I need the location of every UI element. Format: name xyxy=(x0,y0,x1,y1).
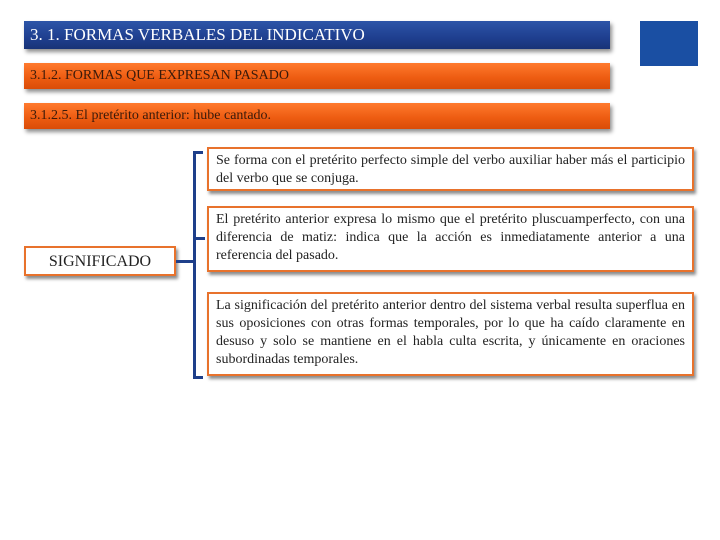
bracket xyxy=(193,151,203,379)
definition-box-usage: La significación del pretérito anterior dentro del sistema verbal resulta superflua en sus oposiciones con otras formas temporales, por lo que ha caído claramente en desuso y solo se mantiene en el habla culta escrita, y únicamente en oraciones subordinadas temporales. xyxy=(207,292,694,376)
definition-box-meaning: El pretérito anterior expresa lo mismo que el pretérito pluscuamperfecto, con una diferencia de matiz: indica que la acción es inmediatamente anterior a una referencia del pasado. xyxy=(207,206,694,272)
definition-box-formation: Se forma con el pretérito perfecto simple del verbo auxiliar haber más el participio del verbo que se conjuga. xyxy=(207,147,694,191)
significado-label: SIGNIFICADO xyxy=(24,246,176,276)
section-subtitle: 3.1.2. FORMAS QUE EXPRESAN PASADO xyxy=(24,63,610,89)
section-subsubtitle: 3.1.2.5. El pretérito anterior: hube cantado. xyxy=(24,103,610,129)
bracket-connector xyxy=(176,260,194,263)
bracket-tick xyxy=(193,237,205,240)
page-title: 3. 1. FORMAS VERBALES DEL INDICATIVO xyxy=(24,21,610,49)
logo-square xyxy=(640,21,698,66)
